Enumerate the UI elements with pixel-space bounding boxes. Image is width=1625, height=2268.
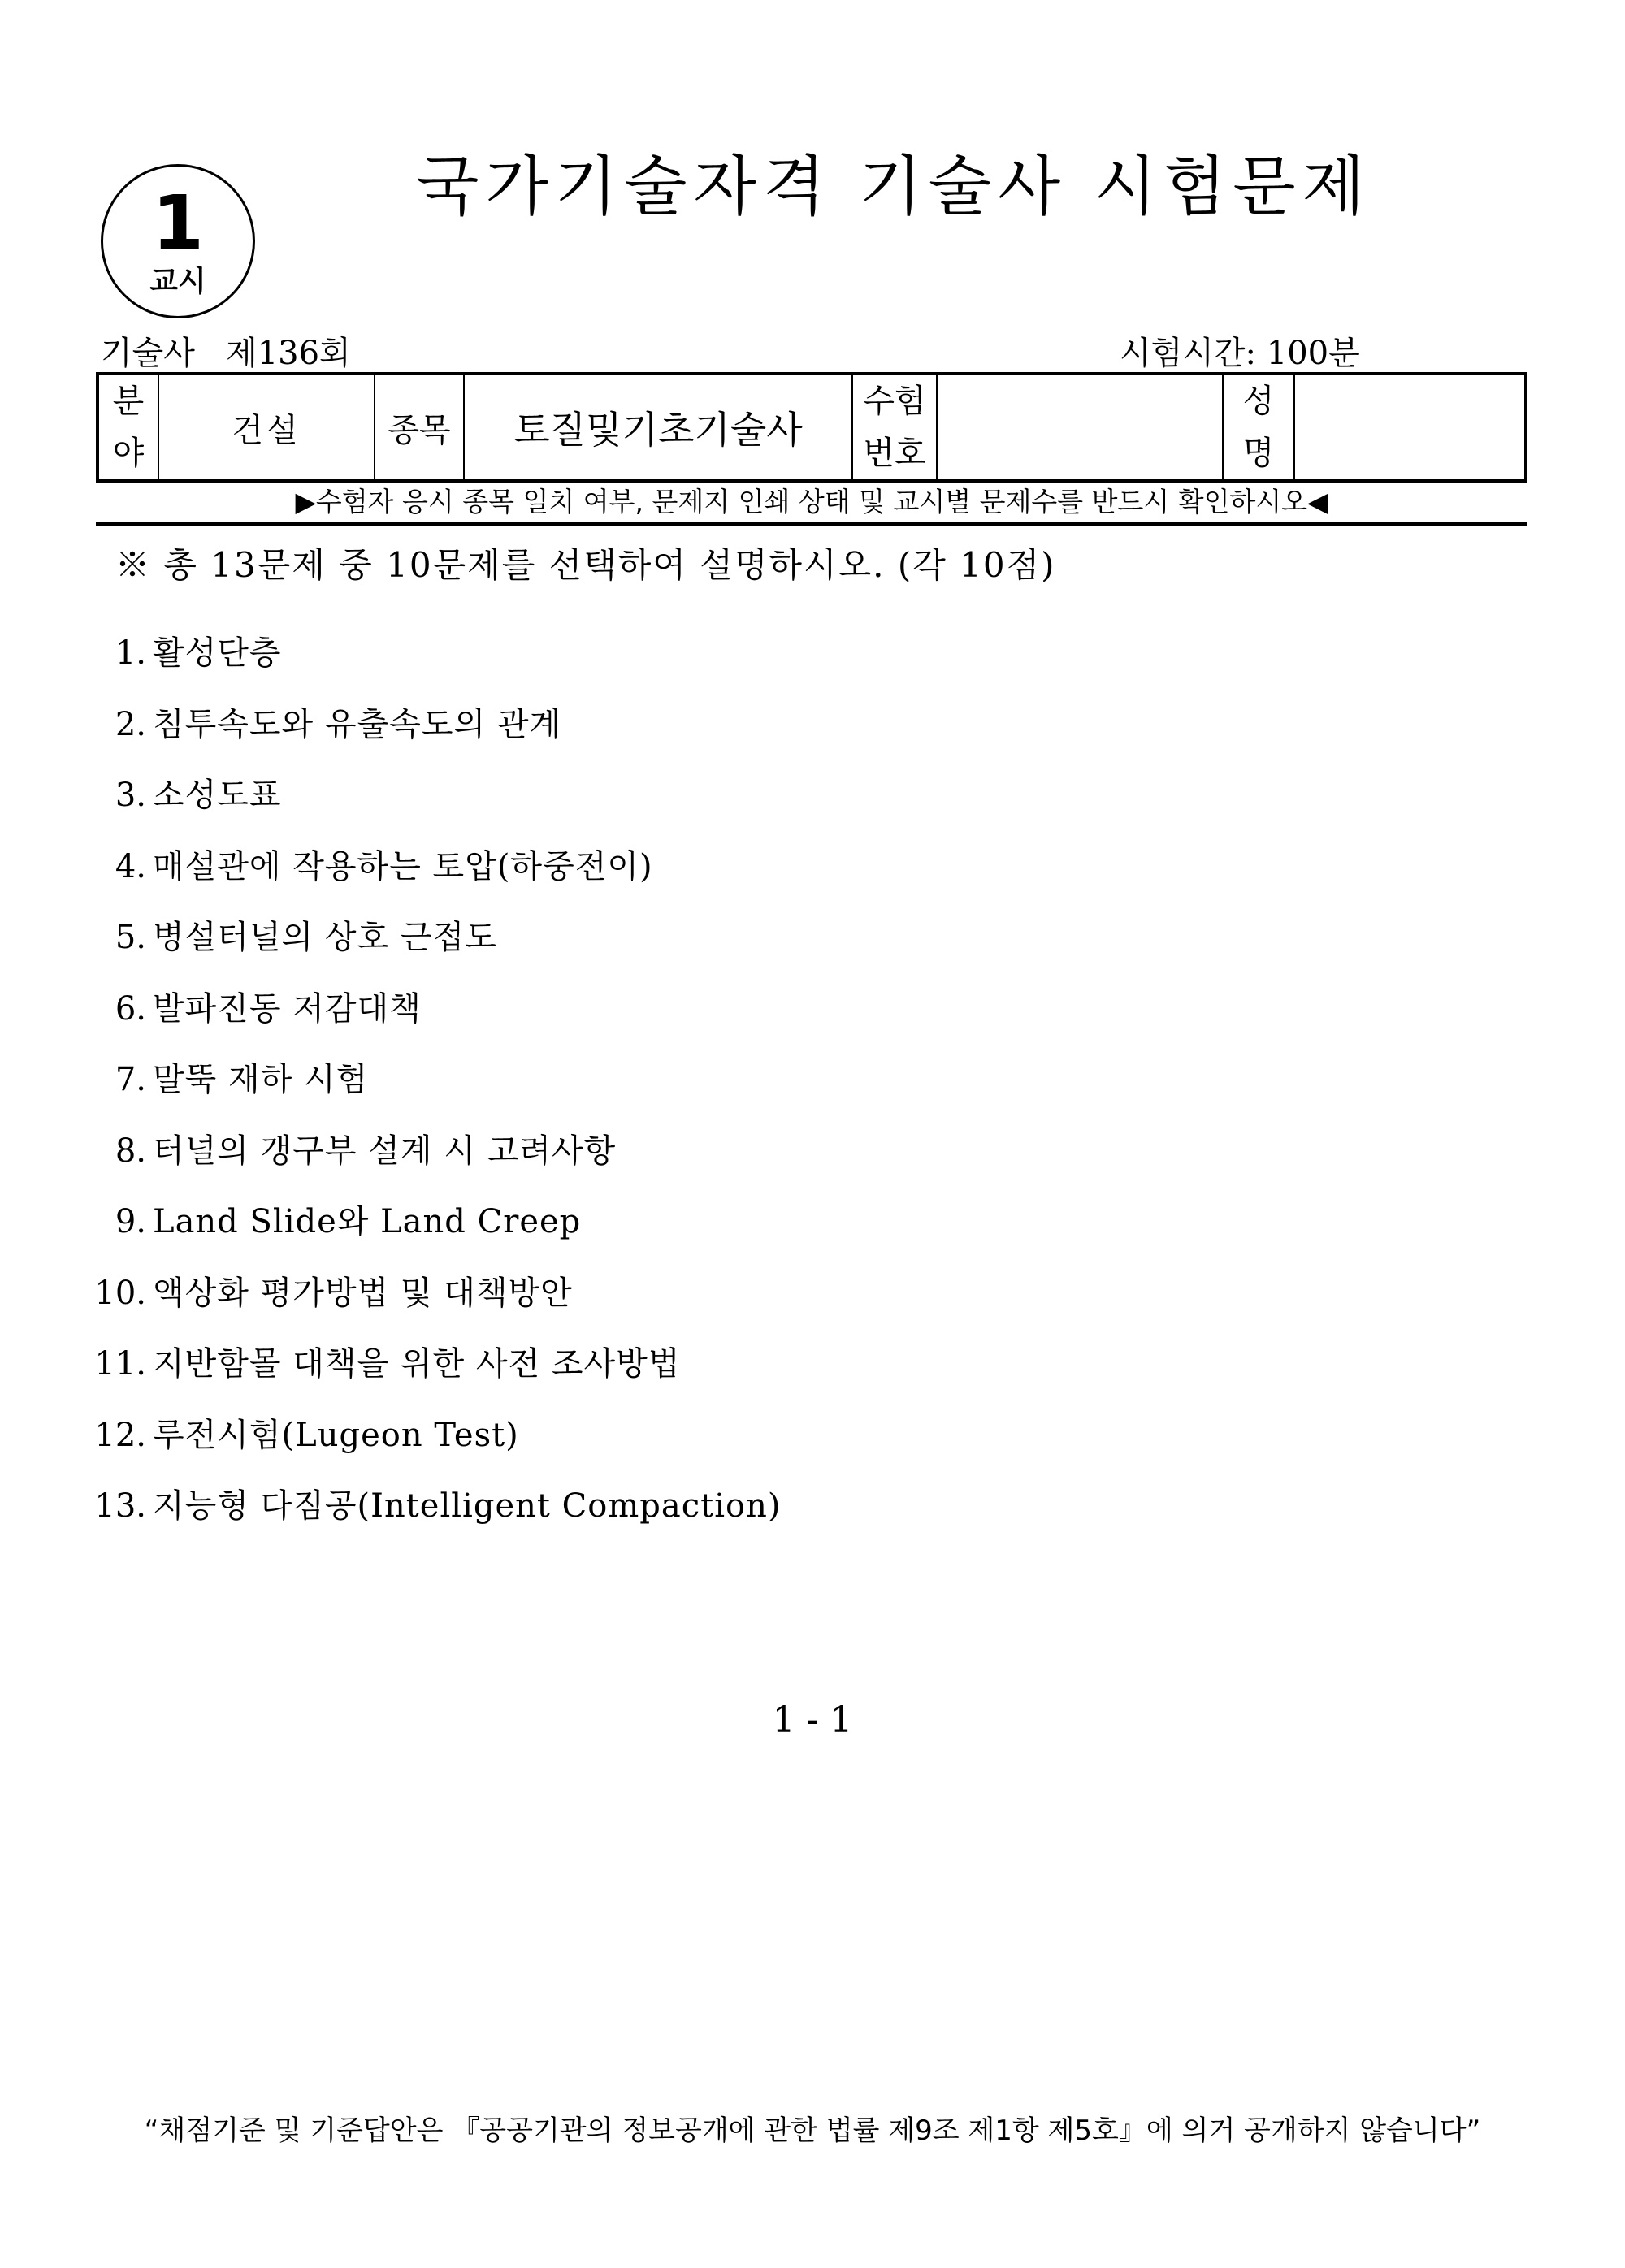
question-text: 터널의 갱구부 설계 시 고려사항 <box>153 1132 617 1170</box>
page-number: 1 - 1 <box>772 1699 853 1741</box>
category-label: 종목 <box>388 411 451 449</box>
field-label-top: 분 <box>112 383 145 420</box>
exam-no-label-top: 수험 <box>863 383 926 420</box>
exam-round: 기술사 제136회 <box>101 335 351 372</box>
disclosure-footer: “채점기준 및 기준답안은 『공공기관의 정보공개에 관한 법률 제9조 제1항 제5호』에 의거 공개하지 않습니다” <box>144 2114 1481 2147</box>
question-item <box>0 1128 1625 1174</box>
field-value: 건설 <box>232 411 301 449</box>
question-number: 13. <box>94 1487 146 1525</box>
question-number: 7. <box>115 1061 146 1098</box>
instruction-text: ※ 총 13문제 중 10문제를 선택하여 설명하시오. (각 10점) <box>115 545 1056 585</box>
question-number: 12. <box>94 1417 146 1454</box>
header-divider <box>96 522 1528 526</box>
question-item <box>0 1199 1625 1244</box>
check-notice: ▶수험자 응시 종목 일치 여부, 문제지 인쇄 상태 및 교시별 문제수를 반드시 확인하시오◀ <box>295 486 1328 517</box>
question-text: 액상화 평가방법 및 대책방안 <box>153 1275 573 1312</box>
name-label-top: 성 <box>1242 383 1275 420</box>
question-number: 4. <box>115 848 146 885</box>
period-badge <box>101 164 255 318</box>
question-item <box>0 844 1625 889</box>
question-item <box>0 773 1625 818</box>
question-text: 루전시험(Lugeon Test) <box>153 1417 519 1454</box>
category-value-cell <box>465 375 853 479</box>
exam-info-table <box>96 372 1528 483</box>
category-label-cell <box>375 375 465 479</box>
question-text: 말뚝 재하 시험 <box>153 1061 369 1098</box>
question-item <box>0 630 1625 676</box>
question-text: 지능형 다짐공(Intelligent Compaction) <box>153 1487 782 1525</box>
question-number: 6. <box>115 990 146 1028</box>
category-value: 토질및기초기술사 <box>514 408 803 452</box>
question-text: 활성단층 <box>153 634 282 672</box>
exam-no-label-cell <box>853 375 938 479</box>
name-label-cell <box>1224 375 1295 479</box>
question-item <box>0 1270 1625 1316</box>
question-item <box>0 1057 1625 1102</box>
question-text: 병설터널의 상호 근접도 <box>153 919 497 956</box>
question-item <box>0 1341 1625 1387</box>
name-label-bottom: 명 <box>1242 435 1275 472</box>
question-item <box>0 986 1625 1032</box>
question-text: 지반함몰 대책을 위한 사전 조사방법 <box>153 1345 681 1383</box>
question-text: Land Slide와 Land Creep <box>153 1203 582 1240</box>
field-label-bottom: 야 <box>112 435 145 472</box>
question-number: 10. <box>94 1275 146 1312</box>
exam-no-value-cell[interactable] <box>938 375 1224 479</box>
question-text: 발파진동 저감대책 <box>153 990 422 1028</box>
name-value-cell[interactable] <box>1295 375 1524 479</box>
question-number: 2. <box>115 706 146 743</box>
question-number: 1. <box>115 634 146 672</box>
field-value-cell <box>159 375 375 479</box>
question-number: 3. <box>115 777 146 814</box>
question-number: 8. <box>115 1132 146 1170</box>
exam-no-label-bottom: 번호 <box>863 435 926 472</box>
question-number: 9. <box>115 1203 146 1240</box>
period-number: 1 <box>151 180 204 266</box>
field-label-cell <box>99 375 159 479</box>
exam-duration: 시험시간: 100분 <box>1120 335 1360 372</box>
question-number: 5. <box>115 919 146 956</box>
question-item <box>0 1483 1625 1529</box>
question-item <box>0 1413 1625 1458</box>
period-label: 교시 <box>150 265 206 298</box>
question-number: 11. <box>94 1345 146 1383</box>
question-text: 침투속도와 유출속도의 관계 <box>153 706 562 743</box>
question-text: 매설관에 작용하는 토압(하중전이) <box>153 848 653 885</box>
question-item <box>0 702 1625 747</box>
question-item <box>0 915 1625 960</box>
question-text: 소성도표 <box>153 777 282 814</box>
page-title: 국가기술자격 기술사 시험문제 <box>416 149 1372 224</box>
